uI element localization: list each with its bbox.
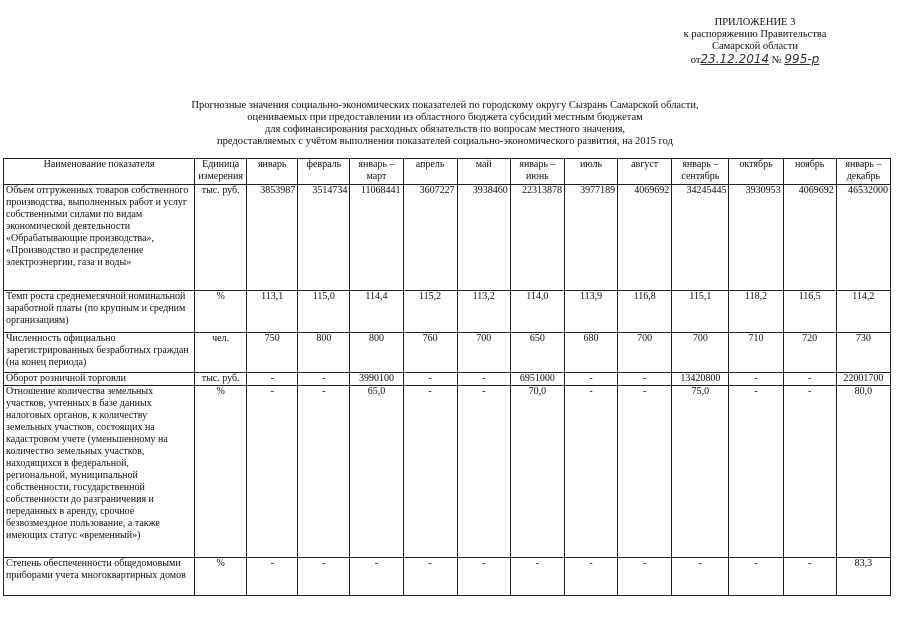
value-cell: 75,0 — [672, 386, 729, 558]
value-cell: 680 — [564, 333, 617, 373]
value-cell: 65,0 — [350, 386, 403, 558]
value-cell: - — [783, 386, 836, 558]
unit-cell: тыс. руб. — [195, 373, 247, 386]
value-cell: 114,0 — [510, 291, 564, 333]
value-cell: - — [457, 558, 510, 596]
table-header-row — [4, 159, 891, 185]
appendix-signature-line — [640, 53, 870, 67]
value-cell: - — [564, 558, 617, 596]
value-cell: 730 — [836, 333, 890, 373]
appendix-title: ПРИЛОЖЕНИЕ 3 — [714, 17, 796, 28]
column-header: апрель — [403, 159, 457, 185]
value-cell: - — [729, 558, 783, 596]
column-header: Наименование показателя — [4, 159, 195, 185]
value-cell: - — [729, 373, 783, 386]
value-cell: 3514734 — [298, 185, 350, 291]
appendix-block — [640, 17, 870, 67]
value-cell: 800 — [298, 333, 350, 373]
value-cell: 13420800 — [672, 373, 729, 386]
value-cell: - — [618, 386, 672, 558]
value-cell: 4069692 — [783, 185, 836, 291]
table-row — [4, 386, 891, 558]
table-row — [4, 333, 891, 373]
value-cell: - — [247, 373, 298, 386]
value-cell: 113,9 — [564, 291, 617, 333]
value-cell: 800 — [350, 333, 403, 373]
value-cell: 3938460 — [457, 185, 510, 291]
value-cell: - — [298, 558, 350, 596]
title-line-1: Прогнозные значения социально-экономических показателей по городскому округу Сызрань Самарской области, — [191, 100, 699, 111]
value-cell: 760 — [403, 333, 457, 373]
column-header: август — [618, 159, 672, 185]
value-cell: 83,3 — [836, 558, 890, 596]
value-cell: 700 — [618, 333, 672, 373]
value-cell: 3930953 — [729, 185, 783, 291]
column-header: январь – декабрь — [836, 159, 890, 185]
value-cell: - — [403, 386, 457, 558]
value-cell: - — [457, 373, 510, 386]
column-header: Единица измерения — [195, 159, 247, 185]
column-header: январь — [247, 159, 298, 185]
column-header: июль — [564, 159, 617, 185]
value-cell: 3853987 — [247, 185, 298, 291]
column-header: январь – июнь — [510, 159, 564, 185]
value-cell: - — [618, 558, 672, 596]
value-cell: 22001700 — [836, 373, 890, 386]
indicator-name: Объем отгруженных товаров собственного производства, выполненных работ и услуг собственными силами по видам экономической деятельности «Обрабатывающие производства», «Производство и распределение электроэнергии, газа и воды» — [4, 185, 195, 291]
value-cell: 116,8 — [618, 291, 672, 333]
value-cell: - — [350, 558, 403, 596]
indicator-name: Оборот розничной торговли — [4, 373, 195, 386]
value-cell: - — [564, 373, 617, 386]
table-row — [4, 185, 891, 291]
appendix-line1: к распоряжению Правительства — [683, 29, 827, 40]
document-title — [150, 100, 740, 148]
value-cell: 114,4 — [350, 291, 403, 333]
table-row — [4, 558, 891, 596]
table-body — [4, 185, 891, 596]
value-cell: 34245445 — [672, 185, 729, 291]
title-line-4: предоставляемых с учётом выполнения показателей социально-экономического развития, на 2015 год — [217, 136, 673, 147]
appendix-line2: Самарской области — [712, 41, 798, 52]
value-cell: 46532000 — [836, 185, 890, 291]
value-cell: - — [298, 386, 350, 558]
table-row — [4, 291, 891, 333]
value-cell: 115,1 — [672, 291, 729, 333]
value-cell: 650 — [510, 333, 564, 373]
value-cell: - — [510, 558, 564, 596]
unit-cell: % — [195, 291, 247, 333]
title-line-3: для софинансирования расходных обязательств по вопросам местного значения, — [264, 124, 626, 135]
value-cell: 115,0 — [298, 291, 350, 333]
value-cell: - — [618, 373, 672, 386]
value-cell: - — [729, 386, 783, 558]
indicator-name: Отношение количества земельных участков, учтенных в базе данных налоговых органов, к количеству земельных участков, состоящих на кадастровом учете (уменьшенному на количество земельных участков, находящихся в федеральной, региональной, муниципальной собственности, государственной собственности до разграничения и переданных в аренду, срочное безвозмездное пользование, а также имеющих статус «временный») — [4, 386, 195, 558]
value-cell: 11068441 — [350, 185, 403, 291]
column-header: январь – сентябрь — [672, 159, 729, 185]
handwritten-date: 23.12.2014 — [700, 52, 770, 66]
unit-cell: тыс. руб. — [195, 185, 247, 291]
value-cell: - — [672, 558, 729, 596]
value-cell: 115,2 — [403, 291, 457, 333]
value-cell: - — [247, 558, 298, 596]
date-prefix: от — [690, 55, 701, 66]
value-cell: 700 — [672, 333, 729, 373]
value-cell: 710 — [729, 333, 783, 373]
unit-cell: % — [195, 386, 247, 558]
unit-cell: чел. — [195, 333, 247, 373]
value-cell: 720 — [783, 333, 836, 373]
column-header: январь – март — [350, 159, 403, 185]
value-cell: 3977189 — [564, 185, 617, 291]
title-line-2: оцениваемых при предоставлении из областного бюджета субсидий местным бюджетам — [247, 112, 643, 123]
handwritten-number: 995-р — [784, 52, 820, 66]
value-cell: 113,1 — [247, 291, 298, 333]
value-cell: 3607227 — [403, 185, 457, 291]
value-cell: - — [457, 386, 510, 558]
number-prefix: № — [771, 55, 782, 66]
value-cell: - — [403, 558, 457, 596]
indicator-name: Численность официально зарегистрированных безработных граждан (на конец периода) — [4, 333, 195, 373]
value-cell: 700 — [457, 333, 510, 373]
column-header: октябрь — [729, 159, 783, 185]
column-header: ноябрь — [783, 159, 836, 185]
table-row — [4, 373, 891, 386]
column-header: февраль — [298, 159, 350, 185]
unit-cell: % — [195, 558, 247, 596]
value-cell: 70,0 — [510, 386, 564, 558]
value-cell: 4069692 — [618, 185, 672, 291]
value-cell: - — [247, 386, 298, 558]
value-cell: 113,2 — [457, 291, 510, 333]
value-cell: 116,5 — [783, 291, 836, 333]
value-cell: 3990100 — [350, 373, 403, 386]
value-cell: 22313878 — [510, 185, 564, 291]
value-cell: - — [783, 373, 836, 386]
value-cell: 750 — [247, 333, 298, 373]
value-cell: - — [564, 386, 617, 558]
column-header: май — [457, 159, 510, 185]
indicator-name: Темп роста среднемесячной номинальной заработной платы (по крупным и средним организациям) — [4, 291, 195, 333]
value-cell: 6951000 — [510, 373, 564, 386]
indicator-name: Степень обеспеченности общедомовыми приборами учета многоквартирных домов — [4, 558, 195, 596]
value-cell: - — [298, 373, 350, 386]
value-cell: - — [783, 558, 836, 596]
value-cell: 80,0 — [836, 386, 890, 558]
value-cell: 118,2 — [729, 291, 783, 333]
indicators-table — [3, 158, 891, 596]
value-cell: - — [403, 373, 457, 386]
value-cell: 114,2 — [836, 291, 890, 333]
